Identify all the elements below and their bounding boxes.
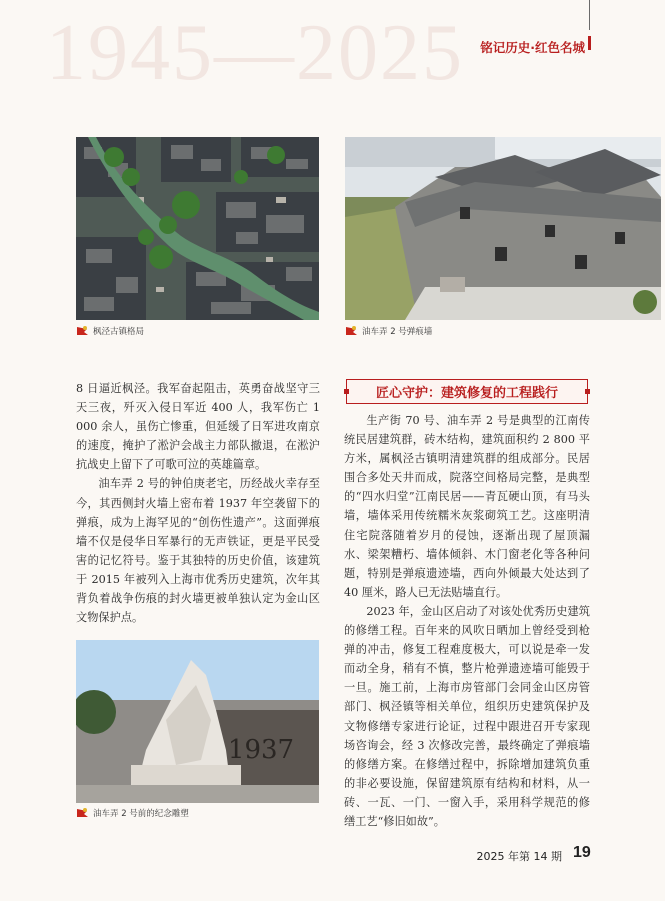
header-accent-bar [588,36,591,50]
photo3-caption-text: 油车弄 2 号前的纪念雕塑 [93,809,189,819]
section-header: 铭记历史·红色名城 [480,40,585,55]
red-flag-icon [76,807,90,819]
old-house-image [345,137,661,320]
right-column-text [344,411,590,831]
wall-year-text: 1937 [227,735,295,765]
section-title: 匠心守护：建筑修复的工程践行 [346,379,588,404]
photo-bullet-wall-house [345,137,661,320]
watermark-years: 1945—2025 [46,9,464,97]
header-divider [589,0,590,30]
left-column-text [76,379,320,627]
photo-fengjing-layout [76,137,319,320]
right-paragraph-1: 生产街 70 号、油车弄 2 号是典型的江南传统民居建筑群，砖木结构，建筑面积约 2 800 平方米，属枫泾古镇明清建筑群的组成部分。民居围合多处天井而成，院落空间格局完整，是典型的“四水归堂”江南民居——青瓦硬山顶，有马头墙，墙体采用传统糯米灰浆砌筑工艺。这座明清住宅院落随着岁月的侵蚀，逐渐出现了屋顶漏水、梁架糟朽、墙体倾斜、木门窗老化等各种问题，特别是弹痕遗迹墙，西向外倾最大处达到了 40 厘米，路人已无法贴墙直行。 [344,414,590,599]
memorial-sculpture-image [76,640,319,803]
left-paragraph-1: 8 日逼近枫泾。我军奋起阻击，英勇奋战坚守三天三夜，歼灭入侵日军近 400 人，我军伤亡 1 000 余人，虽伤亡惨重，但延缓了日军进攻南京的速度，掩护了淞沪会战主力部队撤退，在淞沪抗战史上留下了可歌可泣的英雄篇章。 [76,382,320,472]
photo1-caption [76,325,144,337]
photo-memorial-sculpture [76,640,319,803]
photo3-caption [76,807,189,819]
photo2-caption [345,325,432,337]
photo2-caption-text: 油车弄 2 号弹痕墙 [362,327,433,337]
red-flag-icon [76,325,90,337]
red-flag-icon [345,325,359,337]
left-paragraph-2: 油车弄 2 号的钟伯庚老宅，历经战火幸存至今，其西侧封火墙上密布着 1937 年空袭留下的弹痕，成为上海罕见的“创伤性遗产”。这面弹痕墙不仅是侵华日军暴行的无声铁证，更是平民受害的记忆符号。鉴于其独特的历史价值，该建筑于 2015 年被列入上海市优秀历史建筑，次年其背负着战争伤痕的封火墙更被单独认定为金山区文物保护点。 [76,477,320,625]
photo1-caption-text: 枫泾古镇格局 [93,327,145,337]
aerial-town-image [76,137,319,320]
issue-label: 2025 年第 14 期 [476,850,562,863]
page-number: 19 [573,844,591,861]
right-paragraph-2: 2023 年，金山区启动了对该处优秀历史建筑的修缮工程。百年来的风吹日晒加上曾经受到枪弹的冲击，修复工程难度极大，可以说是牵一发而动全身，稍有不慎，整片枪弹遗迹墙可能毁于一旦。施工前，上海市房管部门会同金山区房管部门、枫泾镇等相关单位，组织历史建筑保护及文物修缮专家进行论证，过程中跟进召开专家现场咨询会，经 3 次修改完善，最终确定了弹痕墙的修缮方案。在修缮过程中，拆除增加建筑负重的非必要设施，保留建筑原有结构和材料，从一砖、一瓦、一门、一窗入手，采用科学规范的修缮工艺“修旧如故”。 [344,604,590,828]
